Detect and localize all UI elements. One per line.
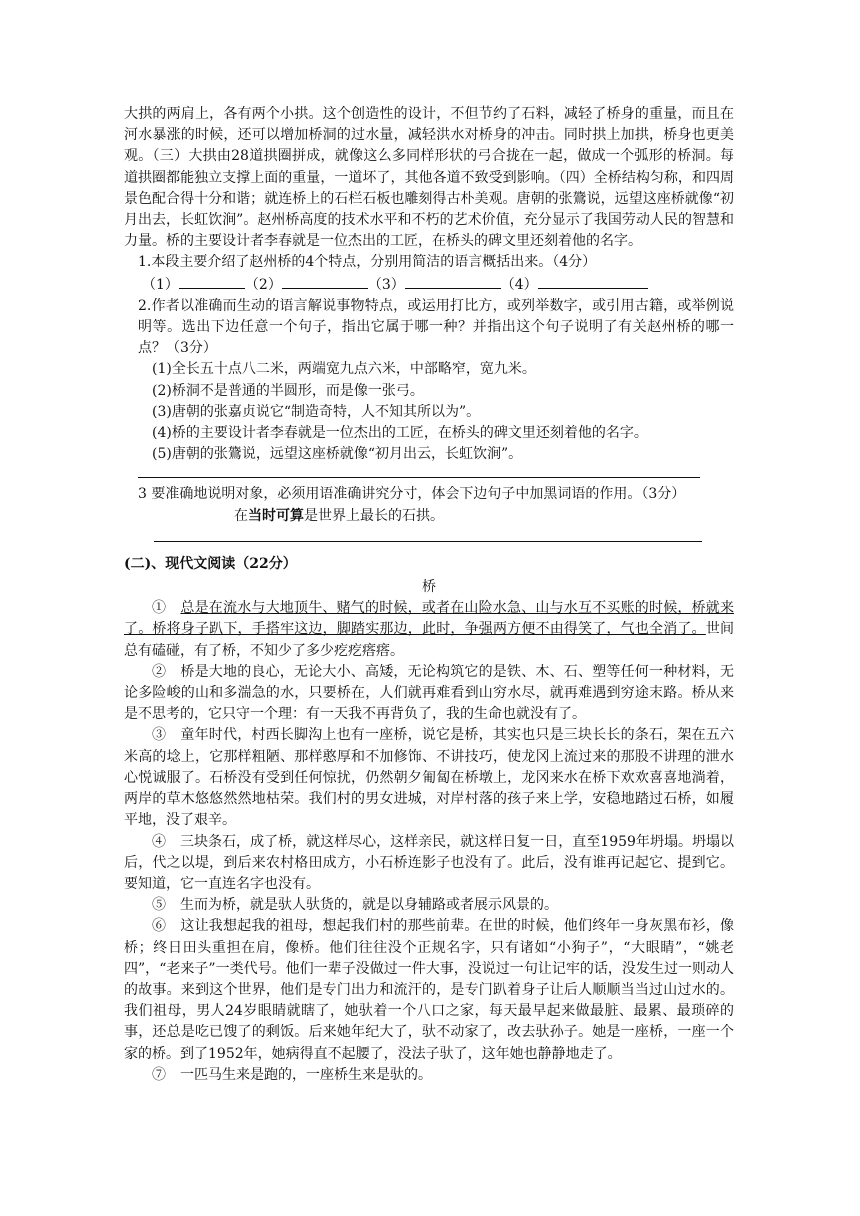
answer-label-4: （4）	[500, 276, 538, 293]
exam-page	[124, 104, 734, 1086]
article-paragraph-4: ④ 三块条石，成了桥，就这样尽心，这样亲民，就这样日复一日，直至1959年坍塌。坍塌以后，代之以堤，到后来农村格田成方，小石桥连影子也没有了。此后，没有谁再记起它、提到它。要知道，它一直连名字也没有。	[124, 833, 734, 892]
underlined-text-1: 总是在流水与大地顶牛、赌气的时候，	[180, 600, 422, 617]
section-heading: (二)、现代文阅读（22分）	[124, 555, 297, 572]
answer-label-2: （2）	[244, 276, 282, 293]
q3-sentence-post: 是世界上最长的石拱。	[304, 507, 444, 524]
answer-label-1: （1）	[142, 276, 179, 293]
underlined-text-2: 或者在山险水急、山与水互不买账的时候，桥就来了。桥将身子趴下，手搭牢这边，脚踏实那边，此时，争强两方便不由得笑了，气也全消了。	[124, 600, 735, 638]
question-1-answer-row	[124, 274, 734, 296]
article-paragraph-1	[124, 598, 734, 662]
question-3-answer-line[interactable]	[154, 541, 702, 542]
answer-label-3: （3）	[367, 276, 405, 293]
question-2: 2.作者以准确而生动的语言解说事物特点，或运用打比方，或列举数字，或引用古籍，或举例说明等。选出下边任意一个句子，指出它属于哪一种？并指出这个句子说明了有关赵州桥的哪一点？（3分）	[138, 297, 734, 357]
article-paragraph-5: ⑤ 生而为桥，就是驮人驮货的，就是以身辅路或者展示风景的。	[152, 897, 558, 914]
question-2-answer-line[interactable]	[138, 477, 700, 478]
article-title: 桥	[422, 579, 436, 596]
question-3-sentence	[124, 506, 734, 527]
question-2-option-4: (4)桥的主要设计者李春就是一位杰出的工匠，在桥头的碑文里还刻着他的名字。	[152, 425, 648, 442]
answer-blank-1[interactable]	[179, 274, 245, 289]
question-2-option-1: (1)全长五十点八二米，两端宽九点六米，中部略窄，宽九米。	[152, 361, 536, 378]
question-1: 1.本段主要介绍了赵州桥的4个特点，分别用简洁的语言概括出来。（4分）	[138, 254, 597, 271]
question-2-option-3: (3)唐朝的张嘉贞说它“制造奇特，人不知其所以为”。	[152, 403, 481, 420]
article-paragraph-7: ⑦ 一匹马生来是跑的，一座桥生来是驮的。	[152, 1066, 432, 1083]
q3-sentence-pre: 在	[234, 507, 248, 524]
q3-bold-word-2: 可算	[276, 507, 304, 524]
article-paragraph-6: ⑥ 这让我想起我的祖母，想起我们村的那些前辈。在世的时候，他们终年一身灰黑布衫，像桥；终日田头重担在肩，像桥。他们往往没个正规名字，只有诸如“小狗子”，“大眼睛”，“姚老四”，“老来子”一类代号。他们一辈子没做过一件大事，没说过一句让记牢的话，没发生过一则动人的故事。来到这个世界，他们是专门出力和流汗的，是专门趴着身子让后人顺顺当当过山过水的。我们祖母，男人24岁眼睛就瞎了，她驮着一个八口之家，每天最早起来做最脏、最累、最琐碎的事，还总是吃已馊了的剩饭。后来她年纪大了，驮不动家了，改去驮孙子。她是一座桥，一座一个家的桥。到了1952年，她病得直不起腰了，没法子驮了，这年她也静静地走了。	[124, 918, 734, 1062]
answer-blank-4[interactable]	[538, 274, 648, 289]
question-2-option-5: (5)唐朝的张鷟说，远望这座桥就像“初月出云，长虹饮涧”。	[152, 446, 523, 463]
answer-blank-2[interactable]	[282, 274, 368, 289]
article-paragraph-3: ③ 童年时代，村西长脚沟上也有一座桥，说它是桥，其实也只是三块长长的条石，架在五六米高的埝上，它那样粗陋、那样憨厚和不加修饰、不讲技巧，使龙冈上流过来的那股不讲理的泄水心悦诚服了。石桥没有受到任何惊扰，仍然朝夕匍匐在桥墩上，龙冈来水在桥下欢欢喜喜地淌着，两岸的草木悠悠然然地枯荣。我们村的男女进城，对岸村落的孩子来上学，安稳地踏过石桥，如履平地，没了艰辛。	[124, 727, 734, 829]
q3-bold-word-1: 当时	[248, 507, 276, 524]
question-2-option-2: (2)桥洞不是普通的半圆形，而是像一张弓。	[152, 382, 424, 399]
article-paragraph-2: ② 桥是大地的良心，无论大小、高矮，无论构筑它的是铁、木、石、塑等任何一种材料，无论多险峻的山和多湍急的水，只要桥在，人们就再难看到山穷水尽，就再难遇到穷途末路。桥从来是不思考的，它只守一个理：有一天我不再背负了，我的生命也就没有了。	[124, 663, 734, 723]
answer-blank-3[interactable]	[405, 274, 501, 289]
question-3: 3 要准确地说明对象，必须用语准确讲究分寸，体会下边句子中加黑词语的作用。（3分）	[138, 486, 686, 503]
paragraph-number: ①	[152, 600, 167, 617]
paragraph-1-rest: 世间总有磕碰，有了桥，不知少了多少疙疙瘩瘩。	[124, 621, 735, 659]
intro-paragraph: 大拱的两肩上，各有两个小拱。这个创造性的设计，不但节约了石料，减轻了桥身的重量，而且在河水暴涨的时候，还可以增加桥洞的过水量，减轻洪水对桥身的冲击。同时拱上加拱，桥身也更美观。（三）大拱由28道拱圈拼成，就像这么多同样形状的弓合拢在一起，做成一个弧形的桥洞。每道拱圈都能独立支撑上面的重量，一道坏了，其他各道不致受到影响。（四）全桥结构匀称，和四周景色配合得十分和谐；就连桥上的石栏石板也雕刻得古朴美观。唐朝的张鷟说，远望这座桥就像“初月出去，长虹饮涧”。赵州桥高度的技术水平和不朽的艺术价值，充分显示了我国劳动人民的智慧和力量。桥的主要设计者李春就是一位杰出的工匠，在桥头的碑文里还刻着他的名字。	[124, 106, 734, 250]
